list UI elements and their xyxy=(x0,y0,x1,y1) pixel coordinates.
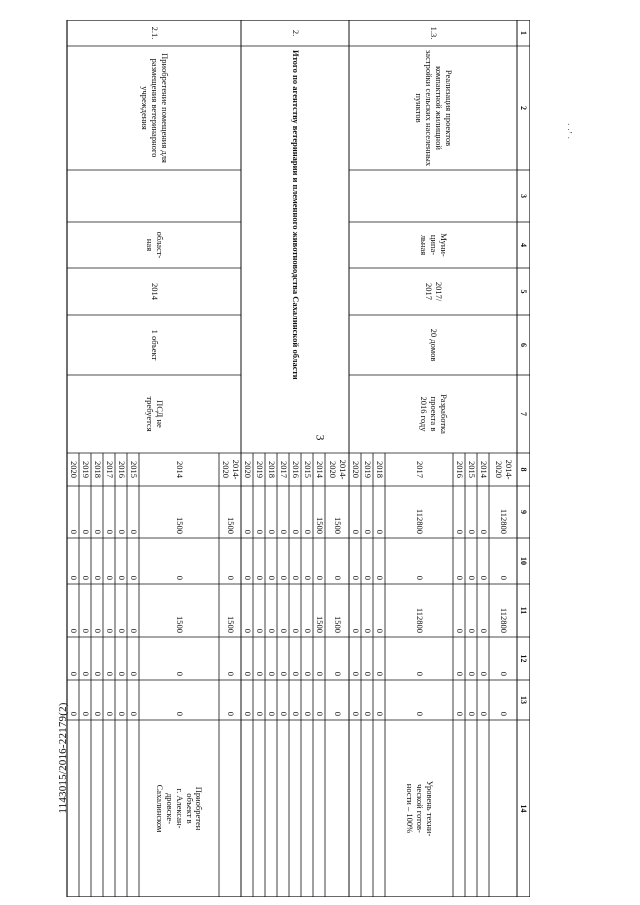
section_2_1-capacity: 1 объект xyxy=(149,329,160,361)
section_1_3-total-value: 112800 xyxy=(414,508,425,534)
section_2_1-local-value: 0 xyxy=(116,671,127,676)
section_2_1-other-value: 0 xyxy=(128,711,139,716)
section_2-local-value: 0 xyxy=(302,671,313,676)
section_1_3-federal-value: 0 xyxy=(466,575,477,580)
section_2-federal-value: 0 xyxy=(302,575,313,580)
section_2-federal-value: 0 xyxy=(332,575,343,580)
section_2-year: 2016 xyxy=(290,461,301,478)
section_1_3-total-value: 0 xyxy=(478,529,489,534)
section_2-number: 2. xyxy=(290,29,301,37)
column-number-10: 10 xyxy=(519,557,529,565)
column-number-9: 9 xyxy=(519,510,529,514)
section_2-local-value: 0 xyxy=(290,671,301,676)
section_2-regional-value: 0 xyxy=(242,628,253,633)
section_2_1-period: 2014 xyxy=(149,283,160,300)
section_2_1-local-value: 0 xyxy=(80,671,91,676)
section_2-other-value: 0 xyxy=(290,711,301,716)
section_2_1-ownership: област- ная xyxy=(145,231,165,259)
section_2-regional-value: 0 xyxy=(302,628,313,633)
section_1_3-total-value: 112800 xyxy=(498,508,509,534)
section_2_1-other-value: 0 xyxy=(116,711,127,716)
section_1_3-other-value: 0 xyxy=(414,711,425,716)
section_1_3-total-value: 0 xyxy=(350,529,361,534)
section_2_1-total-value: 1500 xyxy=(174,517,185,534)
section_2_1-name: Приобретение помещения для размещения ветеринарного учреждения xyxy=(140,53,170,163)
column-number-4: 4 xyxy=(519,243,529,247)
section_2_1-federal-value: 0 xyxy=(116,575,127,580)
section_1_3-federal-value: 0 xyxy=(498,575,509,580)
section_2-regional-value: 1500 xyxy=(332,616,343,633)
section_2-total-value: 0 xyxy=(290,529,301,534)
column-number-6: 6 xyxy=(519,343,529,347)
section_1_3-regional-value: 112800 xyxy=(498,607,509,633)
section_1_3-capacity: 20 домов xyxy=(428,328,439,362)
section_2_1-other-value: 0 xyxy=(92,711,103,716)
section_2_1-federal-value: 0 xyxy=(128,575,139,580)
section_2-year: 2014- 2020 xyxy=(328,459,348,480)
section_1_3-year: 2019 xyxy=(362,461,373,478)
section_1_3-other-value: 0 xyxy=(350,711,361,716)
section_1_3-local-value: 0 xyxy=(350,671,361,676)
section_2_1-total-value: 0 xyxy=(116,529,127,534)
section_1_3-regional-value: 0 xyxy=(362,628,373,633)
section_2_1-federal-value: 0 xyxy=(92,575,103,580)
section_1_3-regional-value: 0 xyxy=(466,628,477,633)
section_2-local-value: 0 xyxy=(278,671,289,676)
section_2_1-federal-value: 0 xyxy=(174,575,185,580)
section_2-year: 2015 xyxy=(302,461,313,478)
section_1_3-year: 2016 xyxy=(454,461,465,478)
section_2_1-local-value: 0 xyxy=(225,671,236,676)
section_2-regional-value: 0 xyxy=(290,628,301,633)
section_2_1-other-value: 0 xyxy=(104,711,115,716)
section_2-year: 2017 xyxy=(278,461,289,478)
section_1_3-number: 1.3. xyxy=(428,26,439,40)
section_1_3-regional-value: 0 xyxy=(350,628,361,633)
section_2_1-local-value: 0 xyxy=(128,671,139,676)
column-number-8: 8 xyxy=(519,467,529,472)
section_1_3-period: 2017/ 2017 xyxy=(424,281,444,302)
section_1_3-total-value: 0 xyxy=(374,529,385,534)
section_2-other-value: 0 xyxy=(278,711,289,716)
section_2-other-value: 0 xyxy=(254,711,265,716)
section_2_1-year: 2019 xyxy=(80,461,91,478)
section_2_1-year: 2020 xyxy=(68,461,79,478)
section_2_1-year: 2014- 2020 xyxy=(221,459,241,480)
section_1_3-federal-value: 0 xyxy=(454,575,465,580)
section_2-federal-value: 0 xyxy=(278,575,289,580)
section_2_1-regional-value: 1500 xyxy=(225,616,236,633)
column-number-14: 14 xyxy=(519,804,529,813)
section_2-year: 2020 xyxy=(242,461,253,478)
section_2_1-federal-value: 0 xyxy=(104,575,115,580)
section_2-total-value: 1500 xyxy=(332,517,343,534)
section_1_3-year: 2014- 2020 xyxy=(494,459,514,480)
section_2_1-year: 2014 xyxy=(174,461,185,478)
section_2_1-total-value: 0 xyxy=(104,529,115,534)
section_1_3-federal-value: 0 xyxy=(478,575,489,580)
section_2-total-value: 0 xyxy=(278,529,289,534)
section_1_3-total-value: 0 xyxy=(454,529,465,534)
section_1_3-other-value: 0 xyxy=(478,711,489,716)
section_2_1-year: 2018 xyxy=(92,461,103,478)
section_2_1-federal-value: 0 xyxy=(225,575,236,580)
section_2-other-value: 0 xyxy=(332,711,343,716)
section_2-federal-value: 0 xyxy=(290,575,301,580)
section_1_3-regional-value: 112800 xyxy=(414,607,425,633)
section_2-name: Итого по агентству ветеринарии и племенного животноводства Сахалинской области xyxy=(290,50,301,380)
section_2_1-other-value: 0 xyxy=(174,711,185,716)
section_2_1-status: ПСД не требуется xyxy=(145,396,165,432)
section_1_3-other-value: 0 xyxy=(498,711,509,716)
section_2-regional-value: 0 xyxy=(254,628,265,633)
column-number-2: 2 xyxy=(519,106,529,110)
section_2-federal-value: 0 xyxy=(314,575,325,580)
section_1_3-federal-value: 0 xyxy=(350,575,361,580)
column-number-5: 5 xyxy=(519,289,529,294)
section_2_1-federal-value: 0 xyxy=(80,575,91,580)
section_2-federal-value: 0 xyxy=(242,575,253,580)
section_1_3-other-value: 0 xyxy=(374,711,385,716)
section_1_3-local-value: 0 xyxy=(498,671,509,676)
scan-artifact: · ·ʼ · xyxy=(563,122,574,140)
section_2-local-value: 0 xyxy=(254,671,265,676)
section_1_3-local-value: 0 xyxy=(478,671,489,676)
section_1_3-status: Разработка проекта в 2016 году xyxy=(419,394,449,434)
section_1_3-local-value: 0 xyxy=(374,671,385,676)
section_2_1-year: 2015 xyxy=(128,461,139,478)
section_2-local-value: 0 xyxy=(242,671,253,676)
section_2_1-year: 2017 xyxy=(104,461,115,478)
section_1_3-ownership: Муни- ципа- льная xyxy=(419,233,449,257)
section_1_3-federal-value: 0 xyxy=(374,575,385,580)
section_2_1-local-value: 0 xyxy=(174,671,185,676)
section_1_3-federal-value: 0 xyxy=(362,575,373,580)
section_2-total-value: 0 xyxy=(302,529,313,534)
section_2-total-value: 0 xyxy=(266,529,277,534)
page-number: 3 xyxy=(313,434,328,441)
section_2-local-value: 0 xyxy=(266,671,277,676)
document-code: 1143015/2016-22179(2) xyxy=(57,702,69,814)
section_2_1-regional-value: 0 xyxy=(92,628,103,633)
section_2-federal-value: 0 xyxy=(254,575,265,580)
column-number-13: 13 xyxy=(519,696,529,704)
section_2_1-other-value: 0 xyxy=(225,711,236,716)
section_2_1-local-value: 0 xyxy=(92,671,103,676)
section_2-other-value: 0 xyxy=(266,711,277,716)
column-number-12: 12 xyxy=(519,654,529,663)
section_1_3-other-value: 0 xyxy=(466,711,477,716)
section_2_1-total-value: 0 xyxy=(92,529,103,534)
section_1_3-year: 2017 xyxy=(414,461,425,478)
section_2_1-regional-value: 0 xyxy=(80,628,91,633)
section_2-other-value: 0 xyxy=(242,711,253,716)
section_2-other-value: 0 xyxy=(314,711,325,716)
section_1_3-total-value: 0 xyxy=(466,529,477,534)
section_2_1-other-value: 0 xyxy=(80,711,91,716)
section_2-regional-value: 0 xyxy=(266,628,277,633)
column-number-7: 7 xyxy=(519,412,529,416)
section_2_1-total-value: 0 xyxy=(128,529,139,534)
section_2-total-value: 0 xyxy=(242,529,253,534)
section_2_1-regional-value: 1500 xyxy=(174,616,185,633)
section_2_1-regional-value: 0 xyxy=(68,628,79,633)
section_2-other-value: 0 xyxy=(302,711,313,716)
section_2-year: 2018 xyxy=(266,461,277,478)
budget-table xyxy=(68,20,530,897)
section_1_3-total-value: 0 xyxy=(362,529,373,534)
section_2-local-value: 0 xyxy=(314,671,325,676)
section_2-local-value: 0 xyxy=(332,671,343,676)
section_1_3-name: Реализация проектов компактной жилищной застройки сельских населенных пунктов xyxy=(414,49,454,167)
section_1_3-year: 2020 xyxy=(350,461,361,478)
section_1_3-year: 2018 xyxy=(374,461,385,478)
section_2_1-regional-value: 0 xyxy=(116,628,127,633)
section_2_1-total-value: 0 xyxy=(68,529,79,534)
section_1_3-local-value: 0 xyxy=(454,671,465,676)
section_1_3-local-value: 0 xyxy=(466,671,477,676)
section_1_3-regional-value: 0 xyxy=(374,628,385,633)
section_2-total-value: 0 xyxy=(254,529,265,534)
section_1_3-local-value: 0 xyxy=(414,671,425,676)
section_1_3-year: 2015 xyxy=(466,461,477,478)
column-number-3: 3 xyxy=(519,194,529,198)
section_2_1-local-value: 0 xyxy=(68,671,79,676)
section_1_3-result-note: Уровень техни- ческой готов- ности – 100% xyxy=(405,780,435,837)
section_1_3-local-value: 0 xyxy=(362,671,373,676)
column-number-11: 11 xyxy=(519,606,529,615)
section_1_3-federal-value: 0 xyxy=(414,575,425,580)
section_2_1-result-note: Приобретен объект в г. Алексан- дровске- Сахалинском xyxy=(155,784,205,833)
section_2_1-regional-value: 0 xyxy=(128,628,139,633)
section_2-year: 2019 xyxy=(254,461,265,478)
section_2_1-number: 2.1. xyxy=(149,26,160,40)
section_2-year: 2014 xyxy=(314,461,325,478)
section_2_1-total-value: 1500 xyxy=(225,517,236,534)
section_2_1-local-value: 0 xyxy=(104,671,115,676)
section_1_3-regional-value: 0 xyxy=(478,628,489,633)
section_2-regional-value: 0 xyxy=(278,628,289,633)
section_1_3-regional-value: 0 xyxy=(454,628,465,633)
section_2_1-year: 2016 xyxy=(116,461,127,478)
column-number-1: 1 xyxy=(519,31,529,35)
section_2_1-other-value: 0 xyxy=(68,711,79,716)
section_2_1-federal-value: 0 xyxy=(68,575,79,580)
section_2_1-regional-value: 0 xyxy=(104,628,115,633)
section_2_1-total-value: 0 xyxy=(80,529,91,534)
section_2-regional-value: 1500 xyxy=(314,616,325,633)
section_1_3-other-value: 0 xyxy=(362,711,373,716)
section_2-federal-value: 0 xyxy=(266,575,277,580)
section_1_3-other-value: 0 xyxy=(454,711,465,716)
section_1_3-year: 2014 xyxy=(478,461,489,478)
section_2-total-value: 1500 xyxy=(314,517,325,534)
